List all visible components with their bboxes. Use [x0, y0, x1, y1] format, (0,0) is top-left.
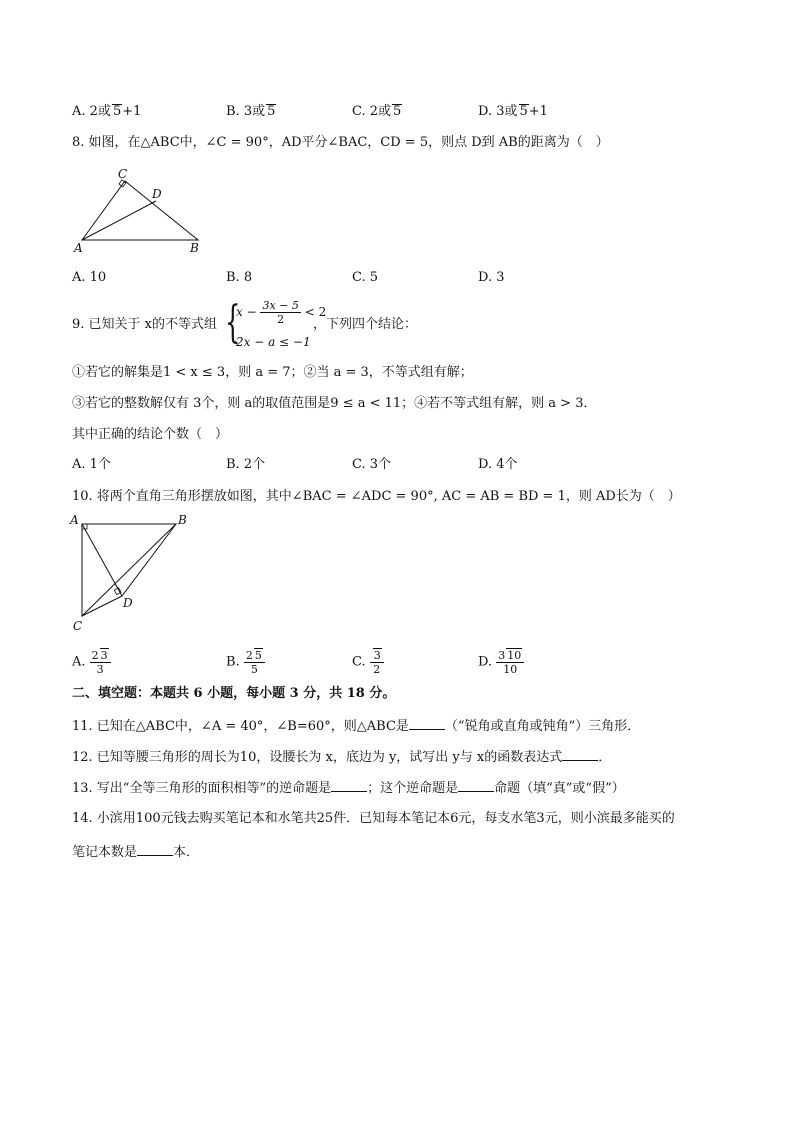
q12: 12. 已知等腰三角形的周长为10，设腰长为 x，底边为 y，试写出 y与 x的函数表达式 ． — [72, 750, 612, 765]
q9-row2: 2x − a ≤ −1 — [236, 335, 311, 349]
q7-option-a: A. 2或 5+1 — [72, 104, 142, 119]
q9-option-d: D. 4个 — [478, 457, 518, 472]
q11-answer-blank[interactable] — [409, 717, 445, 730]
q8-option-b: B. 8 — [226, 270, 253, 285]
q9-option-a: A. 1个 — [72, 457, 111, 472]
q8-label-d: D — [152, 187, 162, 201]
q8-label-c: C — [118, 167, 128, 181]
q9-option-c: C. 3个 — [352, 457, 392, 472]
q9-stem-tail: ，下列四个结论： — [313, 317, 418, 332]
q9-conclusions-2: ③若它的整数解仅有 3个，则 a的取值范围是9 ≤ a < 11；④若不等式组有解，则 a > 3． — [72, 396, 597, 411]
q10-option-c: C. $\frac{3}{2}$ — [352, 648, 384, 676]
q10-option-a: A. $\frac{2 3}{3}$ — [72, 648, 111, 676]
q14-line-2: 笔记本数是 本． — [72, 845, 200, 860]
q8-option-d: D. 3 — [478, 270, 505, 285]
q9-conclusions-1: ①若它的解集是1 < x ≤ 3，则 a = 7；②当 a = 3，不等式组有解； — [72, 365, 473, 380]
q10-label-b: B — [178, 513, 187, 527]
q9-question: 其中正确的结论个数（ ） — [72, 427, 229, 442]
q9-option-b: B. 2个 — [226, 457, 266, 472]
q10-label-c: C — [73, 619, 83, 633]
q8-option-a: A. 10 — [72, 270, 107, 285]
q9-stem: 9. 已知关于 x的不等式组 — [72, 317, 217, 332]
q11: 11. 已知在△ABC中，∠A = 40°，∠B=60°，则△ABC是 （“锐角或直角或钝角”）三角形． — [72, 719, 641, 734]
q10-label-d: D — [123, 596, 133, 610]
q10-option-d: D. $\frac{3 10}{10}$ — [478, 648, 524, 676]
q8-label-a: A — [74, 241, 83, 254]
q10-option-b: B. $\frac{2 5}{5}$ — [226, 648, 265, 676]
section-2-heading: 二、填空题：本题共 6 小题，每小题 3 分，共 18 分。 — [72, 686, 396, 701]
q8-option-c: C. 5 — [352, 270, 379, 285]
q8-triangle-figure — [70, 164, 210, 254]
q13: 13. 写出“全等三角形的面积相等”的逆命题是 ；这个逆命题是 命题（填“真”或“假”） — [72, 781, 625, 796]
q12-answer-blank[interactable] — [562, 748, 598, 761]
q8-stem: 8. 如图，在△ABC中，∠C = 90°，AD平分∠BAC，CD = 5，则点 D到 AB的距离为（ ） — [72, 135, 609, 150]
q9-inequality-system — [225, 297, 325, 355]
q13-answer-blank-2[interactable] — [458, 779, 494, 792]
q8-label-b: B — [190, 241, 199, 254]
q9-brace: { — [225, 297, 241, 348]
q10-stem: 10. 将两个直角三角形摆放如图，其中∠BAC = ∠ADC = 90°, AC = AB = BD = 1，则 AD长为（ ） — [72, 489, 681, 504]
q10-label-a: A — [70, 513, 79, 527]
q13-answer-blank-1[interactable] — [331, 779, 367, 792]
q14-answer-blank[interactable] — [137, 843, 173, 856]
q7-option-b: B. 3或 5 — [226, 104, 276, 119]
q14-line-1: 14. 小滨用100元钱去购买笔记本和水笔共25件．已知每本笔记本6元，每支水笔3元，则小滨最多能买的 — [72, 811, 675, 826]
q10-triangle-figure — [68, 510, 198, 635]
q7-option-c: C. 2或 5 — [352, 104, 402, 119]
q7-option-d: D. 3或 5+1 — [478, 104, 548, 119]
q9-row1: x − $\frac{3x - 5}{2}$ < 2 — [236, 299, 327, 326]
